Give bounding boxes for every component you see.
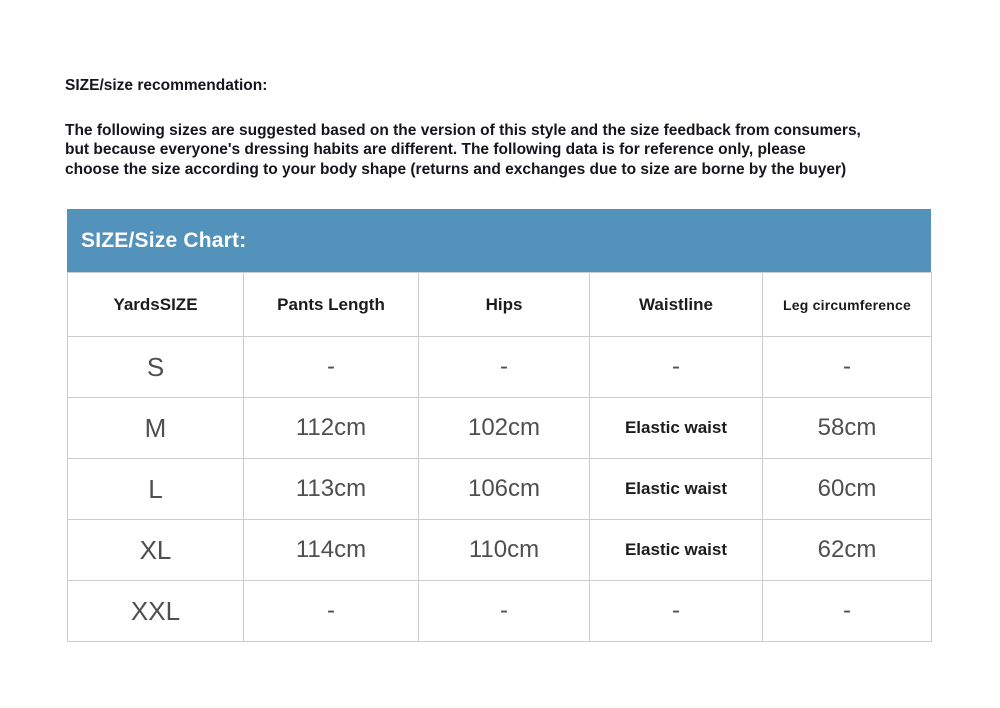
hips-cell: 106cm — [419, 459, 590, 520]
column-header-waistline: Waistline — [590, 273, 763, 337]
pants-length-cell: - — [244, 581, 419, 642]
size-cell: M — [68, 398, 244, 459]
pants-length-cell: 114cm — [244, 520, 419, 581]
table-row-l — [68, 459, 932, 520]
size-cell: L — [68, 459, 244, 520]
table-row-s — [68, 337, 932, 398]
leg-circumference-cell: - — [763, 337, 932, 398]
table-row-xl — [68, 520, 932, 581]
leg-circumference-cell: 58cm — [763, 398, 932, 459]
size-cell: XL — [68, 520, 244, 581]
waistline-cell: Elastic waist — [590, 520, 763, 581]
size-chart-title: SIZE/Size Chart: — [81, 228, 247, 252]
waistline-cell: - — [590, 581, 763, 642]
waistline-cell: Elastic waist — [590, 459, 763, 520]
hips-cell: - — [419, 581, 590, 642]
column-header-pants-length: Pants Length — [244, 273, 419, 337]
hips-cell: 110cm — [419, 520, 590, 581]
leg-circumference-cell: 62cm — [763, 520, 932, 581]
column-header-hips: Hips — [419, 273, 590, 337]
recommendation-paragraph-line: The following sizes are suggested based on the version of this style and the size feedback from consumers, — [65, 122, 861, 139]
recommendation-paragraph — [65, 121, 861, 179]
table-row-xxl — [68, 581, 932, 642]
hips-cell: 102cm — [419, 398, 590, 459]
waistline-cell: - — [590, 337, 763, 398]
waistline-cell: Elastic waist — [590, 398, 763, 459]
column-header-size: YardsSIZE — [68, 273, 244, 337]
recommendation-paragraph-line: but because everyone's dressing habits are different. The following data is for reference only, please — [65, 141, 806, 159]
size-cell: XXL — [68, 581, 244, 642]
pants-length-cell: - — [244, 337, 419, 398]
leg-circumference-cell: 60cm — [763, 459, 932, 520]
column-header-leg-circumference: Leg circumference — [763, 273, 932, 337]
table-row-m — [68, 398, 932, 459]
table-header-row — [68, 273, 932, 337]
pants-length-cell: 112cm — [244, 398, 419, 459]
pants-length-cell: 113cm — [244, 459, 419, 520]
hips-cell: - — [419, 337, 590, 398]
recommendation-heading: SIZE/size recommendation: — [65, 77, 268, 94]
leg-circumference-cell: - — [763, 581, 932, 642]
size-cell: S — [68, 337, 244, 398]
size-chart-table — [67, 272, 932, 642]
recommendation-paragraph-line: choose the size according to your body shape (returns and exchanges due to size are borne by the buyer) — [65, 160, 847, 178]
size-chart-title-bar — [67, 209, 931, 272]
